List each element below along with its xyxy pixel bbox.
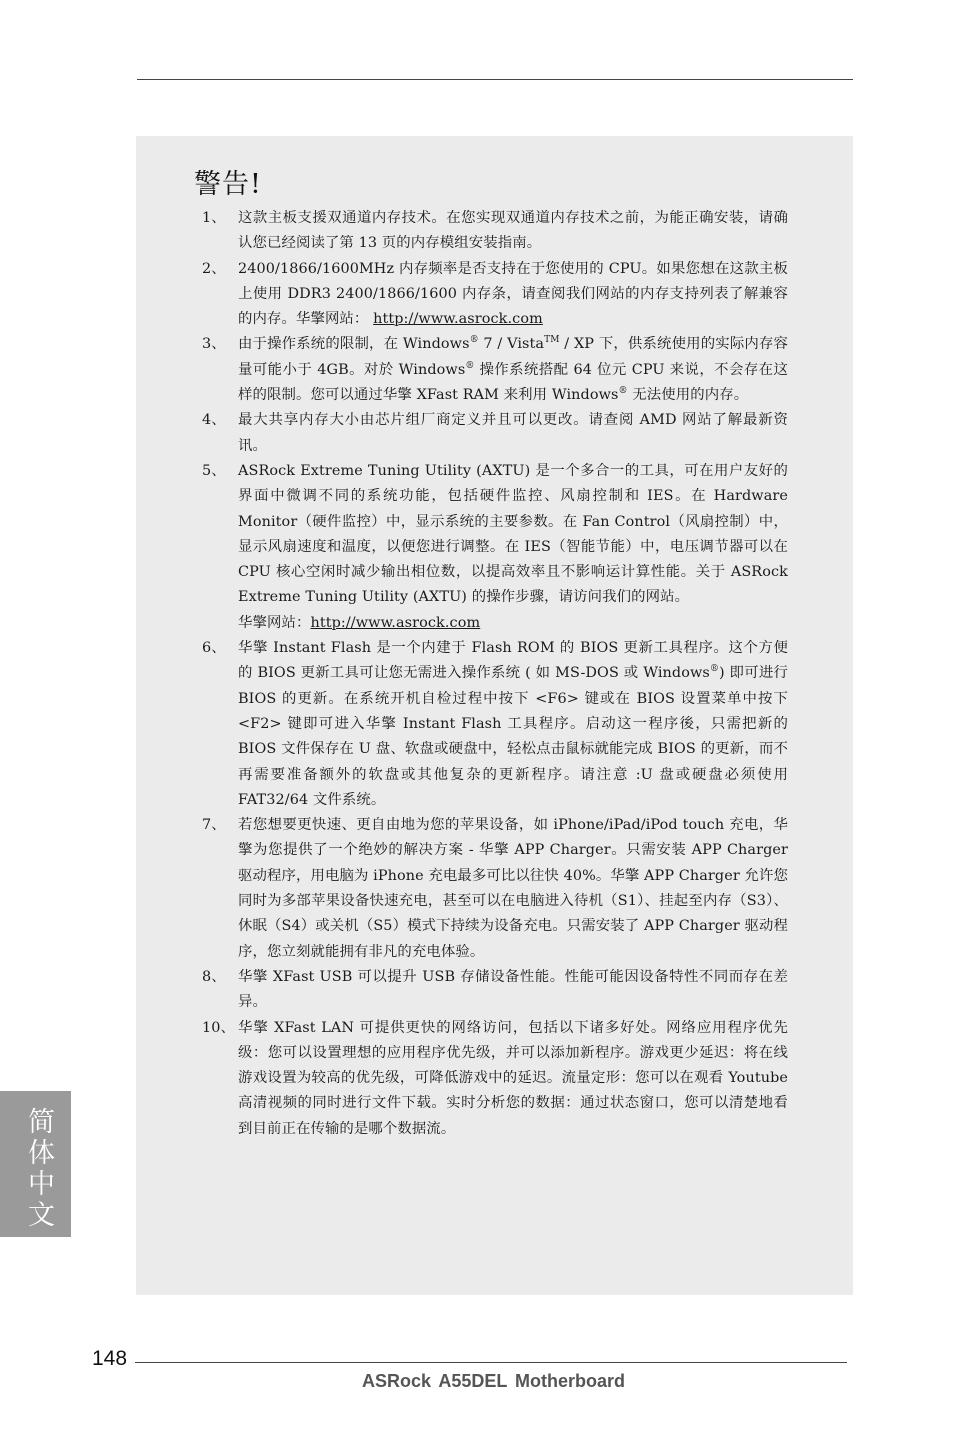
asrock-website-link[interactable]: http://www.asrock.com [310,614,481,631]
item-text: 华擎 XFast LAN 可提供更快的网络访问，包括以下诸多好处。网络应用程序优先级：您可以设置理想的应用程序优先级，并可以添加新程序。游戏更少延迟：将在线游戏设置为较高的优先级，可降低游戏中的延迟。流量定形：您可以在观看 Youtube 高清视频的同时进行文件下载。实时分析您的数据：通过状态窗口，您可以清楚地看到目前正在传输的是哪个数据流。 [238,1019,788,1137]
item-number: 10、 [202,1019,236,1036]
item-text-part: 由于操作系统的限制，在 Windows [238,336,470,353]
warning-item-7 [202,813,788,965]
warning-item-4 [202,408,788,459]
warning-box [136,136,853,1295]
language-label: 简体中文 [23,1107,54,1231]
top-rule [137,79,853,80]
item-text-part: 7 / Vista [478,336,545,353]
website-line [238,611,788,636]
registered-mark: ® [469,335,479,346]
registered-mark: ® [465,360,475,371]
item-number: 7、 [202,817,226,834]
website-label: 华擎网站： [238,614,311,631]
warning-item-3 [202,332,788,408]
warning-item-5 [202,459,788,636]
item-number: 6、 [202,640,226,657]
item-number: 4、 [202,412,226,429]
warning-item-8 [202,965,788,1016]
item-text-part: 2400/1866/1600MHz 内存频率是否支持在于您使用的 CPU。如果您想在这款主板上使用 DDR3 2400/1866/1600 内存条，请查阅我们网站的内存支持列表了解兼容的内存。华擎网站： [238,260,788,328]
item-text: 若您想要更快速、更自由地为您的苹果设备，如 iPhone/iPad/iPod touch 充电，华擎为您提供了一个绝妙的解决方案 - 华擎 APP Charger。只需安装 APP Charger 驱动程序，用电脑为 iPhone 充电最多可比以往快 40%。华擎 APP Charger 允许您同时为多部苹果设备快速充电，甚至可以在电脑进入待机（S1）、挂起至内存（S3）、休眠（S4）或关机（S5）模式下持续为设备充电。只需安装了 APP Charger 驱动程序，您立刻就能拥有非凡的充电体验。 [238,817,788,960]
warning-title: 警告! [194,169,262,200]
item-number: 1、 [202,210,226,226]
warning-list [202,206,788,1142]
warning-item-6 [202,636,788,813]
warning-item-1 [202,206,788,257]
item-text-part: 华擎 Instant Flash 是一个内建于 Flash ROM 的 BIOS 更新工具程序。这个方便的 BIOS 更新工具可让您无需进入操作系统 ( 如 MS-DOS 或 Windows [238,640,788,682]
asrock-website-link[interactable]: http://www.asrock.com [373,311,543,328]
item-text: 这款主板支援双通道内存技术。在您实现双通道内存技术之前，为能正确安装，请确认您已经阅读了第 13 页的内存模组安装指南。 [238,210,788,252]
item-number: 8、 [202,968,226,985]
registered-mark: ® [709,664,720,675]
item-text [238,332,788,408]
item-text-part: ) 即可进行 BIOS 的更新。在系统开机自检过程中按下 <F6> 键或在 BIOS 设置菜单中按下 <F2> 键即可进入华擎 Instant Flash 工具程序。启动这一程序後，只需把新的 BIOS 文件保存在 U 盘、软盘或硬盘中，轻松点击鼠标就能完成 BIOS 的更新，而不再需要准备额外的软盘或其他复杂的更新程序。请注意 :U 盘或硬盘必须使用 FAT32/64 文件系统。 [238,665,788,808]
item-number: 3、 [202,336,226,353]
footer-title: ASRock A55DEL Motherboard [362,1371,626,1391]
registered-mark: ® [618,386,628,397]
item-text: ASRock Extreme Tuning Utility (AXTU) 是一个多合一的工具，可在用户友好的界面中微调不同的系统功能，包括硬件监控、风扇控制和 IES。在 Hardware Monitor（硬件监控）中，显示系统的主要参数。在 Fan Control（风扇控制）中，显示风扇速度和温度，以便您进行调整。在 IES（智能节能）中，电压调节器可以在 CPU 核心空闲时减少输出相位数，以提高效率且不影响运计算性能。关于 ASRock Extreme Tuning Utility (AXTU) 的操作步骤，请访问我们的网站。 [238,462,788,606]
bottom-rule [135,1362,847,1363]
language-side-tab [0,1091,71,1237]
page-number: 148 [92,1347,128,1370]
item-text-part: / XP 下，供系统使用的实际内存容量可能小于 4GB。对於 Windows [238,336,788,378]
item-number: 2、 [202,260,226,277]
warning-item-10 [202,1016,788,1142]
item-text [238,636,788,813]
item-text: 华擎 XFast USB 可以提升 USB 存储设备性能。性能可能因设备特性不同而存在差异。 [238,968,788,1011]
item-text-part: 无法使用的内存。 [627,387,749,404]
item-text [238,257,788,333]
warning-item-2 [202,257,788,333]
item-number: 5、 [202,462,226,479]
item-text-part: 操作系统搭配 64 位元 CPU 来说，不会存在这样的限制。您可以通过华擎 XFast RAM 来利用 Windows [238,361,788,404]
item-text: 最大共享内存大小由芯片组厂商定义并且可以更改。请查阅 AMD 网站了解最新资讯。 [238,412,788,454]
trademark-mark: TM [544,335,560,346]
